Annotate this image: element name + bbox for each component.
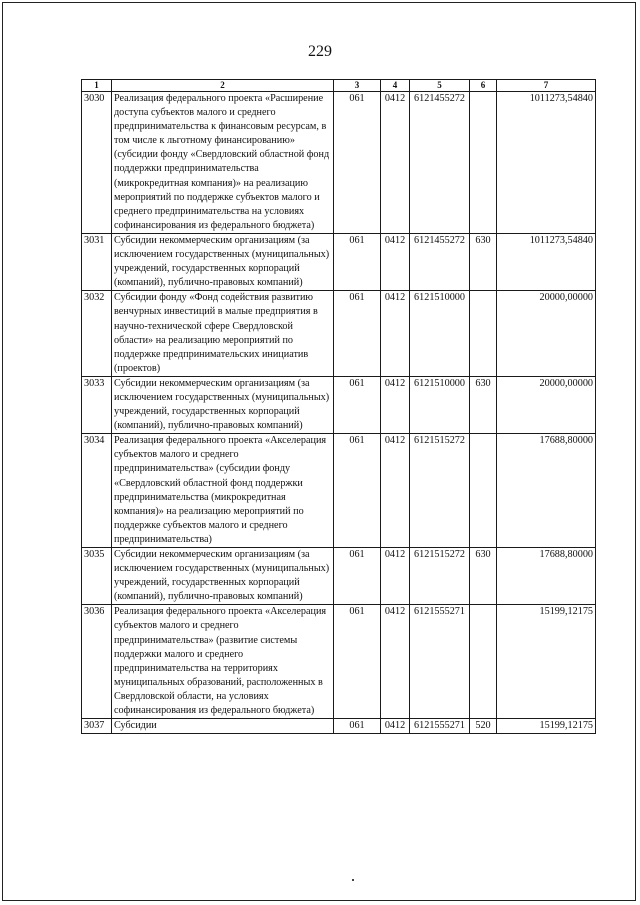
row-number: 3031 [82, 233, 112, 290]
row-code-5: 6121455272 [410, 92, 470, 234]
column-header-7: 7 [497, 80, 596, 92]
row-code-5: 6121510000 [410, 291, 470, 377]
row-code-5: 6121510000 [410, 376, 470, 433]
table-row [82, 434, 596, 548]
column-header-4: 4 [381, 80, 410, 92]
row-sum: 15199,12175 [497, 719, 596, 734]
row-code-6 [470, 434, 497, 548]
row-code-6: 630 [470, 233, 497, 290]
column-header-2: 2 [112, 80, 334, 92]
row-code-6: 630 [470, 376, 497, 433]
table-row [82, 92, 596, 234]
row-code-6: 520 [470, 719, 497, 734]
row-code-5: 6121555271 [410, 719, 470, 734]
row-sum: 17688,80000 [497, 548, 596, 605]
row-code-5: 6121555271 [410, 605, 470, 719]
row-code-3: 061 [334, 291, 381, 377]
row-code-3: 061 [334, 434, 381, 548]
row-name: Субсидии некоммерческим организациям (за исключением государственных (муниципальных) учреждений, государственных корпораций (компаний), публично-правовых компаний) [112, 233, 334, 290]
table-row [82, 376, 596, 433]
row-code-5: 6121515272 [410, 434, 470, 548]
row-code-6 [470, 92, 497, 234]
row-code-3: 061 [334, 548, 381, 605]
row-code-4: 0412 [381, 291, 410, 377]
row-code-3: 061 [334, 605, 381, 719]
row-name: Реализация федерального проекта «Расширение доступа субъектов малого и среднего предпринимательства к финансовым ресурсам, в том числе к льготному финансированию» (субсидии фонду «Свердловский областной фонд поддержки предпринимательства (микрокредитная компания)» на реализацию мероприятий по поддержке субъектов малого и среднего предпринимательства на условиях софинансирования из федерального бюджета) [112, 92, 334, 234]
row-name: Субсидии [112, 719, 334, 734]
row-name: Субсидии фонду «Фонд содействия развитию венчурных инвестиций в малые предприятия в научно-технической сфере Свердловской области» на реализацию мероприятий по поддержке предпринимательских инициатив (проектов) [112, 291, 334, 377]
page-number: 229 [308, 43, 332, 60]
row-name: Реализация федерального проекта «Акселерация субъектов малого и среднего предпринимательства» (развитие системы поддержки малого и среднего предпринимательства на территориях муниципальных образований, расположенных в Свердловской области, на условиях софинансирования из федерального бюджета) [112, 605, 334, 719]
row-number: 3030 [82, 92, 112, 234]
column-header-3: 3 [334, 80, 381, 92]
row-code-3: 061 [334, 376, 381, 433]
row-name: Реализация федерального проекта «Акселерация субъектов малого и среднего предпринимательства» (субсидии фонду «Свердловский областной фонд поддержки предпринимательства (микрокредитная компания)» на реализацию мероприятий по поддержке субъектов малого и среднего предпринимательства) [112, 434, 334, 548]
row-number: 3036 [82, 605, 112, 719]
column-header-5: 5 [410, 80, 470, 92]
row-name: Субсидии некоммерческим организациям (за исключением государственных (муниципальных) учреждений, государственных корпораций (компаний), публично-правовых компаний) [112, 376, 334, 433]
row-code-4: 0412 [381, 434, 410, 548]
row-code-3: 061 [334, 92, 381, 234]
row-code-6 [470, 605, 497, 719]
row-code-4: 0412 [381, 548, 410, 605]
row-code-4: 0412 [381, 233, 410, 290]
row-code-3: 061 [334, 233, 381, 290]
row-code-4: 0412 [381, 605, 410, 719]
budget-table [81, 79, 596, 734]
table-row [82, 605, 596, 719]
row-code-4: 0412 [381, 92, 410, 234]
table-row [82, 548, 596, 605]
row-number: 3035 [82, 548, 112, 605]
header-row [82, 80, 596, 92]
row-code-5: 6121455272 [410, 233, 470, 290]
row-sum: 1011273,54840 [497, 92, 596, 234]
table-row [82, 719, 596, 734]
column-header-1: 1 [82, 80, 112, 92]
scan-mark [352, 879, 354, 881]
row-code-3: 061 [334, 719, 381, 734]
row-code-6: 630 [470, 548, 497, 605]
column-header-6: 6 [470, 80, 497, 92]
row-sum: 1011273,54840 [497, 233, 596, 290]
row-sum: 20000,00000 [497, 291, 596, 377]
row-sum: 17688,80000 [497, 434, 596, 548]
table-row [82, 291, 596, 377]
row-code-4: 0412 [381, 376, 410, 433]
row-number: 3037 [82, 719, 112, 734]
row-code-4: 0412 [381, 719, 410, 734]
table-row [82, 233, 596, 290]
row-code-5: 6121515272 [410, 548, 470, 605]
row-name: Субсидии некоммерческим организациям (за исключением государственных (муниципальных) учреждений, государственных корпораций (компаний), публично-правовых компаний) [112, 548, 334, 605]
row-sum: 20000,00000 [497, 376, 596, 433]
row-number: 3032 [82, 291, 112, 377]
row-number: 3034 [82, 434, 112, 548]
row-sum: 15199,12175 [497, 605, 596, 719]
row-code-6 [470, 291, 497, 377]
row-number: 3033 [82, 376, 112, 433]
